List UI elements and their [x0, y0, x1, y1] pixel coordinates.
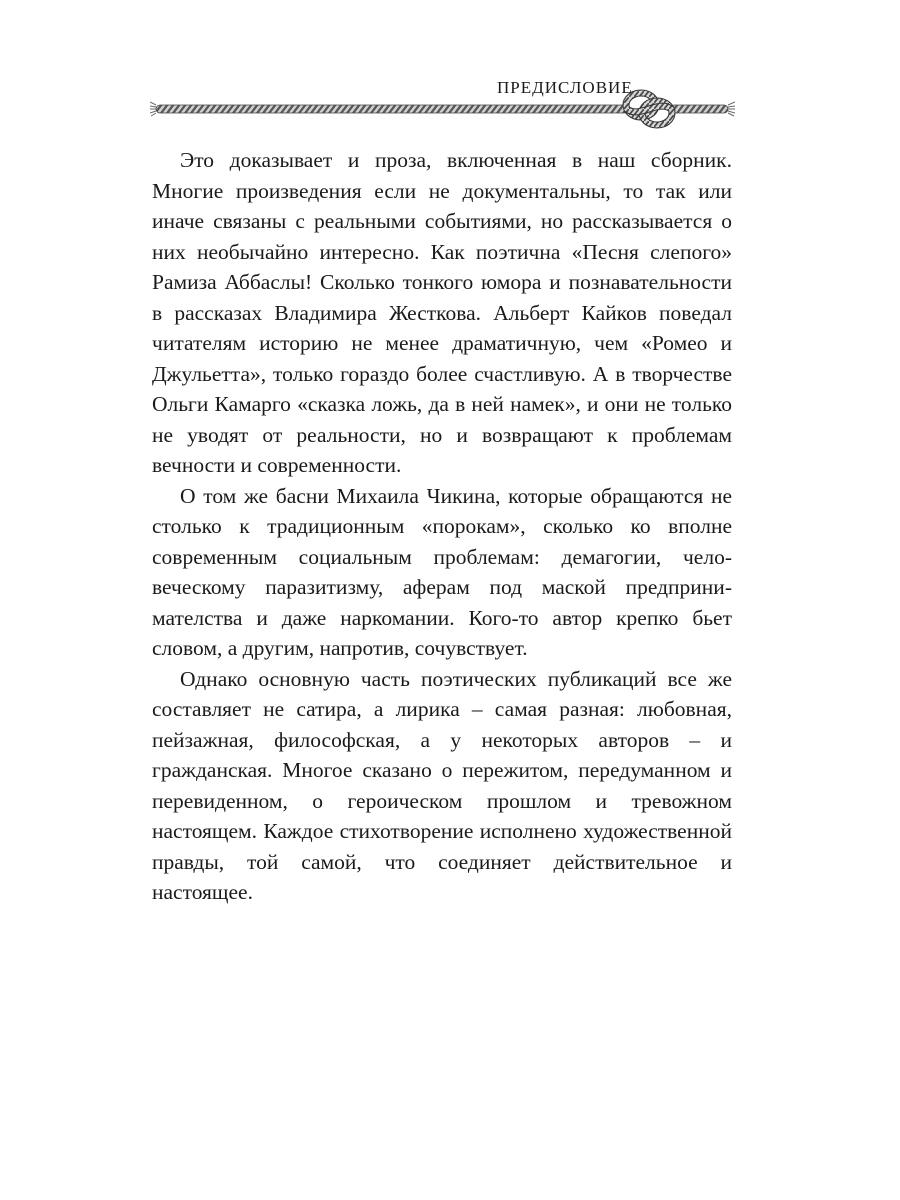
paragraph: Однако основную часть поэтических публикаций все же составляет не сатира, а лирика – самая разная: любовная, пейзажная, философская, а у некоторых авторов – и гражданская. Многое сказано о пережитом, передуманном и перевиденном, о героическом прошлом и тревожном настоящем. Каждое стихотворение исполнено художественной правды, той самой, что соединяет действительное и настоящее. [152, 666, 732, 904]
running-head-title: ПРЕДИСЛОВИЕ [497, 78, 633, 97]
body-text [152, 145, 732, 908]
paragraph: О том же басни Михаила Чикина, которые обращаются не столько к традиционным «порокам», сколько ко вполне современным социальным проблемам: демагогии, человеческому паразитизму, аферам под маской предпринимателства и даже наркомании. Кого-то автор крепко бьет словом, а другим, напротив, сочувствует. [152, 483, 732, 660]
paragraph: Это доказывает и проза, включенная в наш сборник. Многие произведения если не документальны, то так или иначе связаны с реальными событиями, но рассказывается о них необычайно интересно. Как поэтична «Песня слепого» Рамиза Аббаслы! Сколько тонкого юмора и познавательности в рассказах Владимира Жесткова. Альберт Кайков поведал читателям историю не менее драматичную, чем «Ромео и Джульетта», только гораздо более счастливую. А в творчестве Ольги Камарго «сказка ложь, да в ней намек», и они не только не уводят от реальности, но и возвращают к проблемам вечности и современности. [152, 148, 732, 477]
rope-knot-icon [150, 88, 735, 130]
